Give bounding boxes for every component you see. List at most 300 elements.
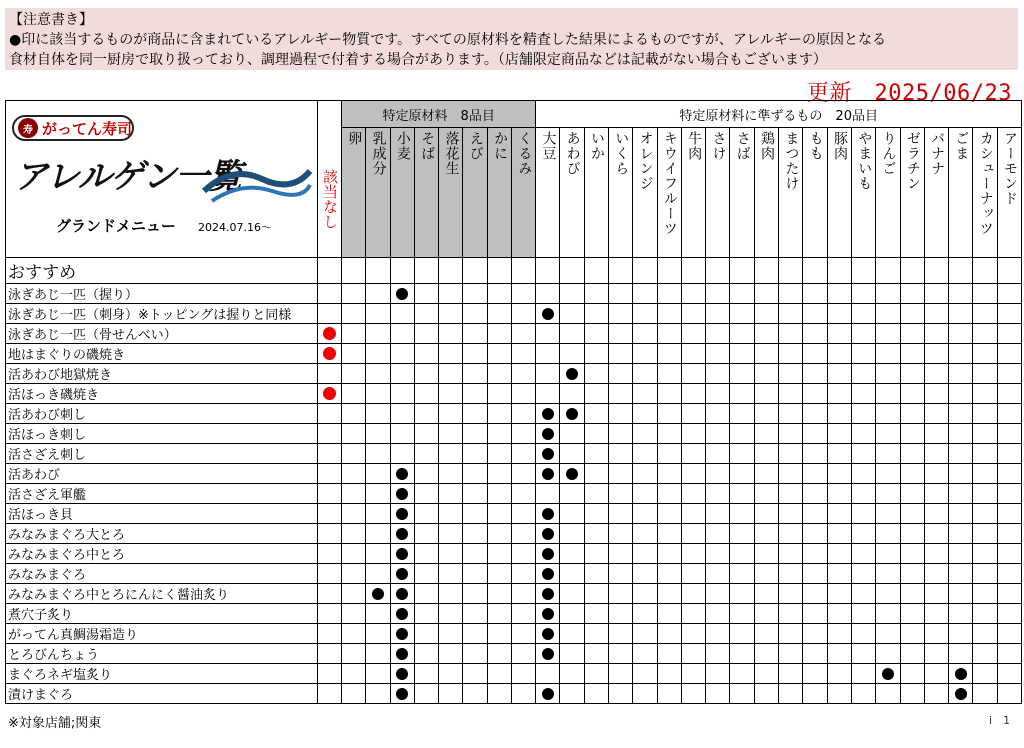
column-header: やまいも: [851, 128, 875, 258]
allergen-cell: [803, 524, 827, 544]
allergen-cell: [536, 304, 560, 324]
allergen-cell: [512, 324, 536, 344]
allergen-cell: [827, 364, 851, 384]
allergen-cell: [390, 564, 414, 584]
column-header: りんご: [876, 128, 900, 258]
allergen-cell: [390, 604, 414, 624]
allergen-cell: [608, 624, 632, 644]
allergen-cell: [366, 364, 390, 384]
allergen-cell: [730, 544, 754, 564]
allergen-cell: [924, 524, 948, 544]
allergen-cell: [779, 404, 803, 424]
allergen-cell: [803, 384, 827, 404]
allergen-cell: [512, 484, 536, 504]
allergen-cell: [439, 544, 463, 564]
allergen-cell: [779, 344, 803, 364]
allergen-cell: [414, 664, 438, 684]
allergen-cell: [706, 444, 730, 464]
allergen-cell: [487, 644, 511, 664]
allergen-cell: [342, 444, 366, 464]
allergen-cell: [390, 544, 414, 564]
table-row: [6, 524, 1022, 544]
empty-cell: [730, 258, 754, 284]
allergen-cell: [584, 424, 608, 444]
allergen-cell: [730, 644, 754, 664]
allergen-cell: [681, 484, 705, 504]
allergen-cell: [439, 304, 463, 324]
allergen-cell: [706, 564, 730, 584]
allergen-cell: [924, 284, 948, 304]
empty-cell: [608, 258, 632, 284]
allergen-cell: [754, 404, 778, 424]
allergen-cell: [803, 584, 827, 604]
allergen-cell: [608, 584, 632, 604]
allergen-cell: [512, 624, 536, 644]
item-name: 活さざえ刺し: [6, 444, 318, 464]
allergen-cell: [803, 484, 827, 504]
allergen-cell: [851, 464, 875, 484]
column-header: バナナ: [924, 128, 948, 258]
allergen-cell: [439, 484, 463, 504]
allergen-cell: [657, 404, 681, 424]
allergen-cell: [584, 284, 608, 304]
allergen-cell: [414, 344, 438, 364]
allergen-cell: [681, 304, 705, 324]
allergen-cell: [730, 304, 754, 324]
allergen-cell: [414, 384, 438, 404]
allergen-cell: [463, 344, 487, 364]
allergen-cell: [657, 644, 681, 664]
allergen-cell: [366, 304, 390, 324]
allergen-cell: [512, 444, 536, 464]
allergen-cell: [924, 604, 948, 624]
allergen-cell: [779, 484, 803, 504]
allergen-cell: [633, 284, 657, 304]
allergen-cell: [657, 544, 681, 564]
allergen-cell: [512, 644, 536, 664]
allergen-cell: [949, 344, 973, 364]
allergen-cell: [730, 424, 754, 444]
allergen-cell: [779, 644, 803, 664]
allergen-cell: [851, 304, 875, 324]
allergen-cell: [414, 364, 438, 384]
allergen-cell: [657, 524, 681, 544]
black-dot-icon: [396, 628, 408, 640]
black-dot-icon: [396, 568, 408, 580]
empty-cell: [997, 258, 1021, 284]
allergen-cell: [487, 684, 511, 704]
allergen-cell: [900, 544, 924, 564]
allergen-cell: [997, 684, 1021, 704]
black-dot-icon: [566, 468, 578, 480]
allergen-cell: [754, 344, 778, 364]
allergen-cell: [439, 404, 463, 424]
allergen-cell: [900, 604, 924, 624]
allergen-cell: [560, 464, 584, 484]
allergen-cell: [560, 604, 584, 624]
allergen-cell: [414, 624, 438, 644]
item-name: とろびんちょう: [6, 644, 318, 664]
allergen-cell: [924, 544, 948, 564]
allergen-cell: [949, 564, 973, 584]
allergen-cell: [536, 324, 560, 344]
allergen-cell: [342, 464, 366, 484]
allergen-cell: [342, 404, 366, 424]
allergen-cell: [657, 684, 681, 704]
allergen-cell: [949, 524, 973, 544]
allergen-cell: [560, 664, 584, 684]
allergen-cell: [463, 324, 487, 344]
allergen-cell: [657, 304, 681, 324]
allergen-cell: [390, 304, 414, 324]
allergen-cell: [779, 444, 803, 464]
column-header: かに: [487, 128, 511, 258]
allergen-cell: [608, 444, 632, 464]
allergen-cell: [536, 504, 560, 524]
allergen-cell: [512, 544, 536, 564]
allergen-cell: [439, 324, 463, 344]
allergen-cell: [924, 484, 948, 504]
allergen-cell: [997, 564, 1021, 584]
allergen-cell: [657, 424, 681, 444]
allergen-cell: [608, 364, 632, 384]
allergen-cell: [949, 644, 973, 664]
column-header: 大豆: [536, 128, 560, 258]
allergen-cell: [754, 304, 778, 324]
column-header: キウイフルーツ: [657, 128, 681, 258]
allergen-cell: [681, 404, 705, 424]
allergen-cell: [536, 484, 560, 504]
black-dot-icon: [542, 568, 554, 580]
allergen-cell: [633, 344, 657, 364]
allergen-cell: [439, 284, 463, 304]
allergen-cell: [900, 384, 924, 404]
allergen-cell: [681, 604, 705, 624]
none-header: 該当なし: [318, 101, 342, 258]
allergen-cell: [536, 684, 560, 704]
black-dot-icon: [542, 628, 554, 640]
footer-note: ※対象店舗;関東: [8, 716, 102, 731]
allergen-cell: [390, 284, 414, 304]
empty-cell: [633, 258, 657, 284]
black-dot-icon: [542, 548, 554, 560]
empty-cell: [390, 258, 414, 284]
black-dot-icon: [542, 608, 554, 620]
black-dot-icon: [542, 688, 554, 700]
allergen-cell: [657, 364, 681, 384]
allergen-cell: [487, 664, 511, 684]
allergen-cell: [390, 384, 414, 404]
item-name: 泳ぎあじ一匹（握り）: [6, 284, 318, 304]
empty-cell: [487, 258, 511, 284]
allergen-cell: [584, 624, 608, 644]
allergen-cell: [390, 584, 414, 604]
allergen-cell: [487, 384, 511, 404]
allergen-cell: [997, 424, 1021, 444]
empty-cell: [342, 258, 366, 284]
allergen-cell: [657, 344, 681, 364]
allergen-cell: [924, 624, 948, 644]
allergen-cell: [851, 284, 875, 304]
allergen-cell: [657, 564, 681, 584]
table-row: [6, 344, 1022, 364]
allergen-cell: [342, 484, 366, 504]
allergen-cell: [342, 624, 366, 644]
allergen-cell: [997, 484, 1021, 504]
allergen-cell: [754, 524, 778, 544]
allergen-cell: [512, 584, 536, 604]
none-cell: [318, 444, 342, 464]
allergen-cell: [608, 544, 632, 564]
allergen-cell: [876, 624, 900, 644]
allergen-cell: [608, 404, 632, 424]
allergen-cell: [608, 484, 632, 504]
allergen-cell: [851, 404, 875, 424]
item-name: がってん真鯛湯霜造り: [6, 624, 318, 644]
allergen-cell: [414, 424, 438, 444]
allergen-cell: [730, 564, 754, 584]
allergen-cell: [463, 444, 487, 464]
column-header: 牛肉: [681, 128, 705, 258]
allergen-cell: [900, 344, 924, 364]
allergen-cell: [949, 464, 973, 484]
allergen-cell: [706, 524, 730, 544]
allergen-cell: [900, 304, 924, 324]
allergen-cell: [342, 644, 366, 664]
allergen-cell: [560, 544, 584, 564]
column-header: 卵: [342, 128, 366, 258]
allergen-cell: [390, 524, 414, 544]
allergen-cell: [657, 464, 681, 484]
allergen-cell: [536, 584, 560, 604]
black-dot-icon: [542, 588, 554, 600]
section-title: おすすめ: [6, 258, 318, 284]
column-header: 小麦: [390, 128, 414, 258]
allergen-cell: [997, 284, 1021, 304]
allergen-cell: [439, 364, 463, 384]
black-dot-icon: [396, 688, 408, 700]
allergen-cell: [973, 684, 997, 704]
allergen-cell: [633, 384, 657, 404]
allergen-cell: [439, 604, 463, 624]
allergen-cell: [779, 464, 803, 484]
allergen-cell: [924, 664, 948, 684]
allergen-cell: [779, 544, 803, 564]
allergen-cell: [390, 624, 414, 644]
allergen-cell: [900, 484, 924, 504]
allergen-cell: [536, 384, 560, 404]
allergen-cell: [681, 584, 705, 604]
allergen-cell: [900, 684, 924, 704]
allergen-cell: [973, 664, 997, 684]
allergen-cell: [536, 444, 560, 464]
black-dot-icon: [566, 368, 578, 380]
allergen-cell: [512, 684, 536, 704]
allergen-cell: [390, 404, 414, 424]
allergen-cell: [827, 544, 851, 564]
allergen-cell: [463, 284, 487, 304]
allergen-cell: [608, 324, 632, 344]
allergen-cell: [827, 324, 851, 344]
allergen-cell: [463, 404, 487, 424]
allergen-cell: [657, 604, 681, 624]
allergen-cell: [560, 404, 584, 424]
allergen-cell: [827, 564, 851, 584]
allergen-cell: [584, 404, 608, 424]
allergen-table: [5, 100, 1022, 704]
allergen-cell: [681, 644, 705, 664]
allergen-cell: [584, 544, 608, 564]
allergen-cell: [512, 524, 536, 544]
allergen-cell: [390, 684, 414, 704]
allergen-cell: [851, 584, 875, 604]
allergen-cell: [730, 404, 754, 424]
none-cell: [318, 644, 342, 664]
allergen-cell: [900, 584, 924, 604]
allergen-cell: [973, 644, 997, 664]
allergen-cell: [851, 504, 875, 524]
allergen-cell: [681, 344, 705, 364]
allergen-cell: [633, 404, 657, 424]
allergen-cell: [827, 404, 851, 424]
allergen-cell: [560, 504, 584, 524]
allergen-cell: [608, 684, 632, 704]
allergen-cell: [730, 664, 754, 684]
table-row: [6, 384, 1022, 404]
allergen-cell: [414, 284, 438, 304]
allergen-cell: [973, 384, 997, 404]
allergen-cell: [608, 464, 632, 484]
allergen-cell: [439, 524, 463, 544]
allergen-cell: [754, 504, 778, 524]
item-name: 活さざえ軍艦: [6, 484, 318, 504]
allergen-cell: [463, 604, 487, 624]
group-header-specific: 特定原材料 8品目: [342, 101, 536, 128]
column-header: 乳成分: [366, 128, 390, 258]
allergen-cell: [560, 424, 584, 444]
allergen-cell: [730, 524, 754, 544]
allergen-cell: [584, 344, 608, 364]
allergen-cell: [439, 564, 463, 584]
allergen-cell: [633, 504, 657, 524]
allergen-cell: [681, 524, 705, 544]
allergen-cell: [366, 464, 390, 484]
black-dot-icon: [396, 648, 408, 660]
item-name: 煮穴子炙り: [6, 604, 318, 624]
allergen-cell: [414, 404, 438, 424]
allergen-cell: [633, 444, 657, 464]
allergen-cell: [657, 504, 681, 524]
allergen-cell: [439, 644, 463, 664]
allergen-cell: [608, 424, 632, 444]
allergen-cell: [584, 644, 608, 664]
allergen-cell: [924, 364, 948, 384]
empty-cell: [463, 258, 487, 284]
allergen-cell: [900, 444, 924, 464]
table-row: [6, 444, 1022, 464]
allergen-cell: [803, 284, 827, 304]
allergen-cell: [366, 584, 390, 604]
table-row: [6, 324, 1022, 344]
allergen-cell: [633, 524, 657, 544]
allergen-cell: [657, 384, 681, 404]
allergen-cell: [608, 604, 632, 624]
allergen-cell: [536, 604, 560, 624]
allergen-cell: [997, 384, 1021, 404]
allergen-cell: [342, 684, 366, 704]
allergen-cell: [414, 524, 438, 544]
allergen-cell: [900, 624, 924, 644]
allergen-cell: [973, 524, 997, 544]
allergen-cell: [487, 544, 511, 564]
allergen-cell: [487, 484, 511, 504]
allergen-cell: [512, 304, 536, 324]
table-row: [6, 604, 1022, 624]
brand-name: がってん寿司: [42, 119, 133, 138]
allergen-cell: [924, 324, 948, 344]
allergen-cell: [487, 444, 511, 464]
black-dot-icon: [542, 408, 554, 420]
allergen-cell: [851, 524, 875, 544]
column-header: カシューナッツ: [973, 128, 997, 258]
allergen-cell: [949, 284, 973, 304]
allergen-cell: [681, 624, 705, 644]
allergen-cell: [706, 284, 730, 304]
allergen-cell: [390, 444, 414, 464]
allergen-cell: [803, 544, 827, 564]
allergen-cell: [876, 664, 900, 684]
allergen-cell: [487, 404, 511, 424]
item-name: みなみまぐろ中とろ: [6, 544, 318, 564]
none-cell: [318, 584, 342, 604]
empty-cell: [681, 258, 705, 284]
allergen-cell: [439, 504, 463, 524]
empty-cell: [366, 258, 390, 284]
allergen-cell: [730, 284, 754, 304]
empty-cell: [827, 258, 851, 284]
allergen-cell: [754, 604, 778, 624]
black-dot-icon: [396, 508, 408, 520]
allergen-cell: [803, 344, 827, 364]
table-row: [6, 484, 1022, 504]
black-dot-icon: [396, 668, 408, 680]
none-cell: [318, 664, 342, 684]
allergen-cell: [657, 584, 681, 604]
allergen-cell: [876, 344, 900, 364]
allergen-cell: [900, 644, 924, 664]
allergen-cell: [997, 444, 1021, 464]
black-dot-icon: [396, 588, 408, 600]
column-header: もも: [803, 128, 827, 258]
allergen-cell: [827, 444, 851, 464]
empty-cell: [439, 258, 463, 284]
allergen-cell: [560, 584, 584, 604]
allergen-cell: [827, 484, 851, 504]
allergen-cell: [681, 504, 705, 524]
empty-cell: [949, 258, 973, 284]
allergen-cell: [414, 444, 438, 464]
empty-cell: [803, 258, 827, 284]
allergen-cell: [924, 304, 948, 324]
none-cell: [318, 284, 342, 304]
allergen-cell: [608, 644, 632, 664]
allergen-cell: [900, 404, 924, 424]
allergen-cell: [366, 644, 390, 664]
allergen-cell: [414, 484, 438, 504]
allergen-cell: [463, 464, 487, 484]
allergen-cell: [414, 684, 438, 704]
allergen-cell: [366, 504, 390, 524]
